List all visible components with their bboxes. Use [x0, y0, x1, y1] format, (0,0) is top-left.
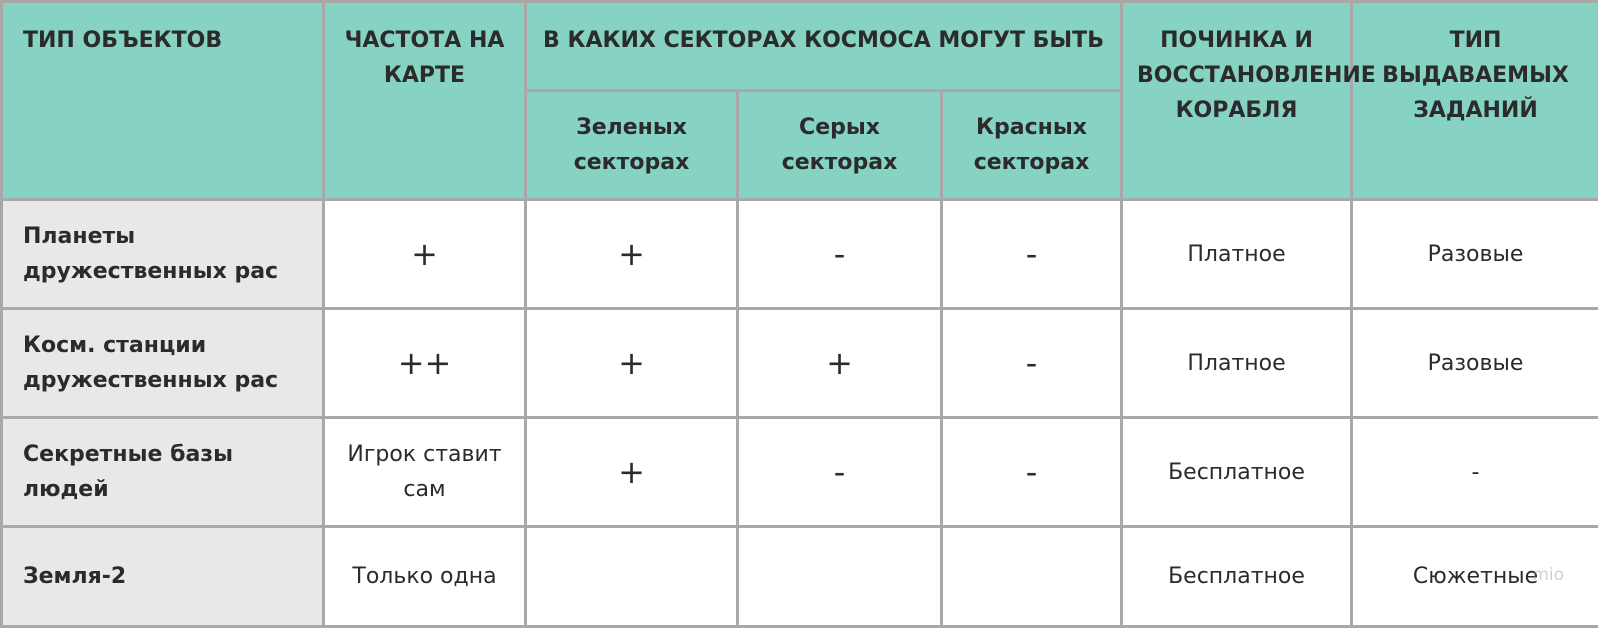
table-row: [2, 200, 1598, 309]
cell-green: +: [526, 200, 738, 309]
header-frequency: ЧАСТОТА НА КАРТЕ: [324, 2, 526, 200]
cell-gray: +: [738, 309, 942, 418]
table-row: [2, 418, 1598, 527]
cell-tasks: Разовые: [1352, 200, 1598, 309]
row-type: Косм. станции дружественных рас: [2, 309, 324, 418]
cell-frequency: +: [324, 200, 526, 309]
cell-red: -: [942, 200, 1122, 309]
cell-frequency: Игрок ставит сам: [324, 418, 526, 527]
header-sectors-group: В КАКИХ СЕКТОРАХ КОСМОСА МОГУТ БЫТЬ: [526, 2, 1122, 91]
cell-tasks: -: [1352, 418, 1598, 527]
cell-gray: [738, 527, 942, 627]
cell-repair: Платное: [1122, 309, 1352, 418]
cell-repair: Платное: [1122, 200, 1352, 309]
header-green-sectors: Зеленых секторах: [526, 91, 738, 200]
cell-red: [942, 527, 1122, 627]
cell-frequency: ++: [324, 309, 526, 418]
cell-repair: Бесплатное: [1122, 527, 1352, 627]
header-red-sectors: Красных секторах: [942, 91, 1122, 200]
table-row: [2, 309, 1598, 418]
cell-tasks: Сюжетные: [1352, 527, 1598, 627]
header-tasks: ТИП ВЫДАВАЕМЫХ ЗАДАНИЙ: [1352, 2, 1598, 200]
cell-green: +: [526, 309, 738, 418]
header-repair: ПОЧИНКА И ВОССТАНОВЛЕНИЕ КОРАБЛЯ: [1122, 2, 1352, 200]
cell-gray: -: [738, 200, 942, 309]
cell-green: [526, 527, 738, 627]
header-gray-sectors: Серых секторах: [738, 91, 942, 200]
cell-frequency: Только одна: [324, 527, 526, 627]
cell-red: -: [942, 418, 1122, 527]
table-row: [2, 527, 1598, 627]
row-type: Секретные базы людей: [2, 418, 324, 527]
row-type: Земля-2: [2, 527, 324, 627]
header-row: [2, 2, 1598, 91]
cell-gray: -: [738, 418, 942, 527]
header-type: ТИП ОБЪЕКТОВ: [2, 2, 324, 200]
cell-green: +: [526, 418, 738, 527]
watermark: mio: [1532, 565, 1564, 585]
row-type: Планеты дружественных рас: [2, 200, 324, 309]
cell-repair: Бесплатное: [1122, 418, 1352, 527]
cell-tasks: Разовые: [1352, 309, 1598, 418]
cell-red: -: [942, 309, 1122, 418]
